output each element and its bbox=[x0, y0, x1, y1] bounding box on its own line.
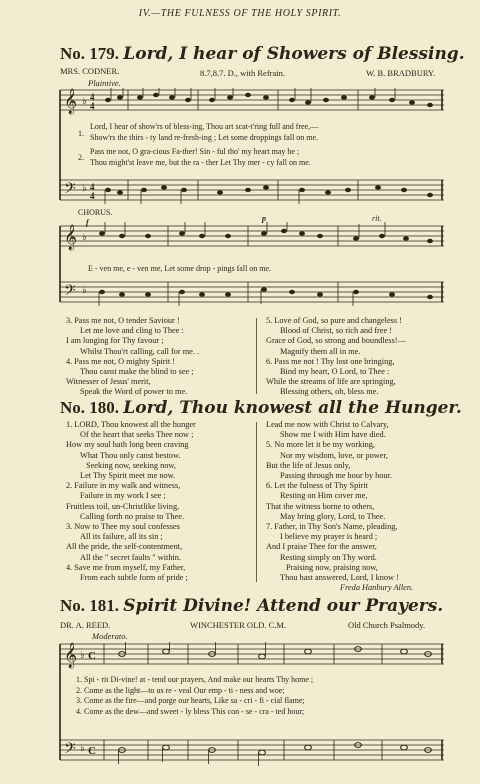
column-divider bbox=[256, 318, 257, 394]
chorus-lyrics: E - ven me, e - ven me, Let some drop - pings fall on me. bbox=[88, 264, 272, 273]
verse-line: 3. Pass me not, O tender Saviour ! bbox=[66, 316, 180, 325]
verse-line: 6. Let the fulness of Thy Spirit bbox=[266, 481, 368, 491]
verse-line: Resting simply on Thy word. bbox=[280, 552, 377, 562]
hymn-180-verses-right bbox=[266, 420, 399, 583]
verse-line: Grace of God, so strong and boundless!— bbox=[266, 336, 406, 346]
verse-line: 3. Now to Thee my soul confesses bbox=[66, 522, 180, 532]
verse-line: Thou hast answered, Lord, I know ! bbox=[280, 573, 399, 583]
svg-text:4: 4 bbox=[90, 191, 95, 201]
verse-line: Whilst Thou'rt calling, call for me. . bbox=[80, 346, 200, 356]
verse-number: 2. bbox=[76, 685, 82, 695]
chorus-label: CHORUS. bbox=[78, 208, 113, 217]
svg-text:♭: ♭ bbox=[82, 96, 87, 107]
hymn-179-title bbox=[60, 44, 465, 64]
verse-line: Of the heart that seeks Thee now ; bbox=[80, 430, 194, 440]
verse-line: And I praise Thee for the answer, bbox=[266, 542, 377, 552]
hymn-181-title bbox=[60, 596, 443, 616]
svg-text:♭: ♭ bbox=[80, 743, 85, 754]
verse-line: All the pride, the self-contentment, bbox=[66, 542, 183, 552]
svg-text:𝄢: 𝄢 bbox=[64, 282, 76, 303]
hymn-179-verse-2-line-1: Pass me not, O gra-cious Fa-ther! Sin - ful tho' my heart may be ; bbox=[90, 147, 300, 156]
verse-line: All its failure, all its sin ; bbox=[80, 532, 163, 542]
hymn-179-author: MRS. CODNER. bbox=[60, 66, 120, 76]
hymn-179-verse-2-num: 2. bbox=[78, 153, 84, 162]
hymn-180-title bbox=[60, 398, 462, 418]
verse-line: Passing through me hour by hour. bbox=[280, 471, 393, 481]
hymn-180-verses-left bbox=[66, 420, 196, 583]
verse-line: Praising now, praising now, bbox=[286, 562, 378, 572]
hymn-181-number: No. 181. bbox=[60, 596, 120, 615]
svg-text:𝄞: 𝄞 bbox=[64, 643, 78, 668]
verse-line: From each subtle form of pride ; bbox=[80, 573, 188, 583]
hymn-181-source: Old Church Psalmody. bbox=[348, 620, 426, 630]
verse-line: 4. Save me from myself, my Father, bbox=[66, 562, 186, 572]
verse-line: Nor my wisdom, love, or power, bbox=[280, 450, 388, 460]
hymn-179-meter: 8.7,8.7. D., with Refrain. bbox=[200, 68, 285, 78]
svg-text:4: 4 bbox=[90, 101, 95, 111]
verse-line: Let me love and cling to Thee : bbox=[80, 326, 184, 336]
verse-line: 4. Pass me not, O mighty Spirit ! bbox=[66, 356, 176, 366]
verse-line: Magnify them all in me. bbox=[280, 346, 361, 356]
svg-text:𝄢: 𝄢 bbox=[64, 180, 76, 201]
verse-line: Let Thy Spirit meet me now. bbox=[80, 471, 176, 481]
verse-line: Blood of Christ, so rich and free ! bbox=[280, 326, 392, 336]
verse-line: Come as the dew—and sweet - ly bless This con - se - cra - ted hour; bbox=[84, 706, 305, 716]
verse-line: I believe my prayer is heard ; bbox=[280, 532, 378, 542]
hymn-180-number: No. 180. bbox=[60, 398, 120, 417]
dynamic-piano: p bbox=[262, 214, 266, 223]
verse-line: While the streams of life are springing, bbox=[266, 377, 396, 387]
hymn-179-verses-left bbox=[66, 316, 199, 398]
verse-line: Blessing others, oh, bless me. bbox=[280, 387, 379, 397]
verse-line: Fruitless toil, un-Christlike living, bbox=[66, 501, 180, 511]
verse-line: Spi - rit Di-vine! at - tend our prayers, And make our hearts Thy home ; bbox=[84, 675, 314, 684]
verse-line: Show me I with Him have died. bbox=[280, 430, 386, 440]
hymn-179-composer: W. B. BRADBURY. bbox=[366, 68, 436, 78]
hymn-179-tempo: Plaintive. bbox=[88, 78, 121, 88]
hymn-181-name: Spirit Divine! Attend our Prayers. bbox=[123, 596, 444, 616]
verse-line: 1. LORD, Thou knowest all the hunger bbox=[66, 420, 196, 429]
verse-line: 5. Love of God, so pure and changeless ! bbox=[266, 316, 402, 325]
hymn-179-number: No. 179. bbox=[60, 44, 120, 63]
hymn-181-tempo: Moderato. bbox=[92, 631, 128, 641]
section-header: IV.—THE FULNESS OF THE HOLY SPIRIT. bbox=[138, 8, 342, 19]
svg-text:4: 4 bbox=[90, 182, 95, 192]
verse-line: May bring glory, Lord, to Thee. bbox=[280, 511, 386, 521]
verse-number: 1. bbox=[76, 675, 82, 684]
verse-line: Calling forth no praise to Thee. bbox=[80, 511, 184, 521]
ritardando-mark: rit. bbox=[372, 214, 382, 223]
verse-line: 5. No more let it be my working, bbox=[266, 440, 375, 450]
hymn-179-verse-1-num: 1. bbox=[78, 129, 84, 138]
verse-line: But the life of Jesus only, bbox=[266, 460, 351, 470]
svg-text:♭: ♭ bbox=[80, 650, 85, 661]
svg-text:C: C bbox=[88, 650, 96, 662]
verse-line: Failure in my work I see ; bbox=[80, 491, 166, 501]
verse-line: How my soul hath long been craving bbox=[66, 440, 189, 450]
verse-line: 7. Father, in Thy Son's Name, pleading, bbox=[266, 522, 398, 532]
hymn-179-name: Lord, I hear of Showers of Blessing. bbox=[123, 44, 465, 64]
hymn-180-name: Lord, Thou knowest all the Hunger. bbox=[123, 398, 462, 418]
hymn-179-verse-1-line-1: Lord, I hear of show'rs of bless-ing, Thou art scat-t'ring full and free,— bbox=[90, 122, 319, 131]
verse-line: What Thou only canst bestow. bbox=[80, 450, 181, 460]
verse-line: Lead me now with Christ to Calvary, bbox=[266, 420, 389, 429]
svg-text:♭: ♭ bbox=[82, 232, 87, 243]
verse-line: Seeking now, seeking now, bbox=[86, 460, 176, 470]
hymn-181-tune: WINCHESTER OLD. C.M. bbox=[190, 620, 287, 630]
column-divider bbox=[256, 422, 257, 582]
verse-line: Thou canst make the blind to see ; bbox=[80, 367, 194, 377]
hymn-179-verses-right bbox=[266, 316, 406, 398]
svg-text:♭: ♭ bbox=[82, 285, 87, 296]
hymn-179-verse-2-line-2: Thou might'st leave me, but the ra - ther Let Thy mer - cy fall on me. bbox=[90, 158, 311, 167]
svg-text:𝄢: 𝄢 bbox=[64, 740, 76, 761]
verse-number: 3. bbox=[76, 696, 82, 705]
verse-line: 2. Failure in my walk and witness, bbox=[66, 481, 181, 491]
verse-number: 4. bbox=[76, 706, 82, 716]
verse-line: I am longing for Thy favour ; bbox=[66, 336, 164, 346]
svg-text:C: C bbox=[88, 745, 96, 757]
svg-text:𝄞: 𝄞 bbox=[64, 89, 78, 114]
verse-line: Resting on Him cover me, bbox=[280, 491, 368, 501]
dynamic-forte: f bbox=[86, 218, 89, 227]
hymn-179-verse-1-line-2: Show'rs the thirs - ty land re-fresh-ing ; Let some droppings fall on me. bbox=[90, 133, 319, 142]
verse-line: Come as the fire—and purge our hearts, Like sa - cri - fi - cial flame; bbox=[84, 696, 305, 705]
verse-line: Bind my heart, O Lord, to Thee : bbox=[280, 367, 390, 377]
svg-text:♭: ♭ bbox=[82, 183, 87, 194]
svg-text:4: 4 bbox=[90, 92, 95, 102]
hymn-181-verse-lines bbox=[76, 675, 313, 717]
hymn-180-signature: Freda Hanbury Allen. bbox=[340, 583, 414, 592]
svg-text:𝄞: 𝄞 bbox=[64, 225, 78, 250]
verse-line: All the " secret faults " within. bbox=[80, 552, 182, 562]
verse-line: Witnesser of Jesus' merit, bbox=[66, 377, 151, 387]
verse-line: Come as the light—to us re - veal Our emp - ti - ness and woe; bbox=[84, 685, 285, 695]
verse-line: 6. Pass me not ! Thy lost one bringing, bbox=[266, 356, 395, 366]
verse-line: That the witness borne to others, bbox=[266, 501, 375, 511]
hymn-181-author: DR. A. REED. bbox=[60, 620, 111, 630]
verse-line: Speak the Word of power to me. bbox=[80, 387, 188, 397]
